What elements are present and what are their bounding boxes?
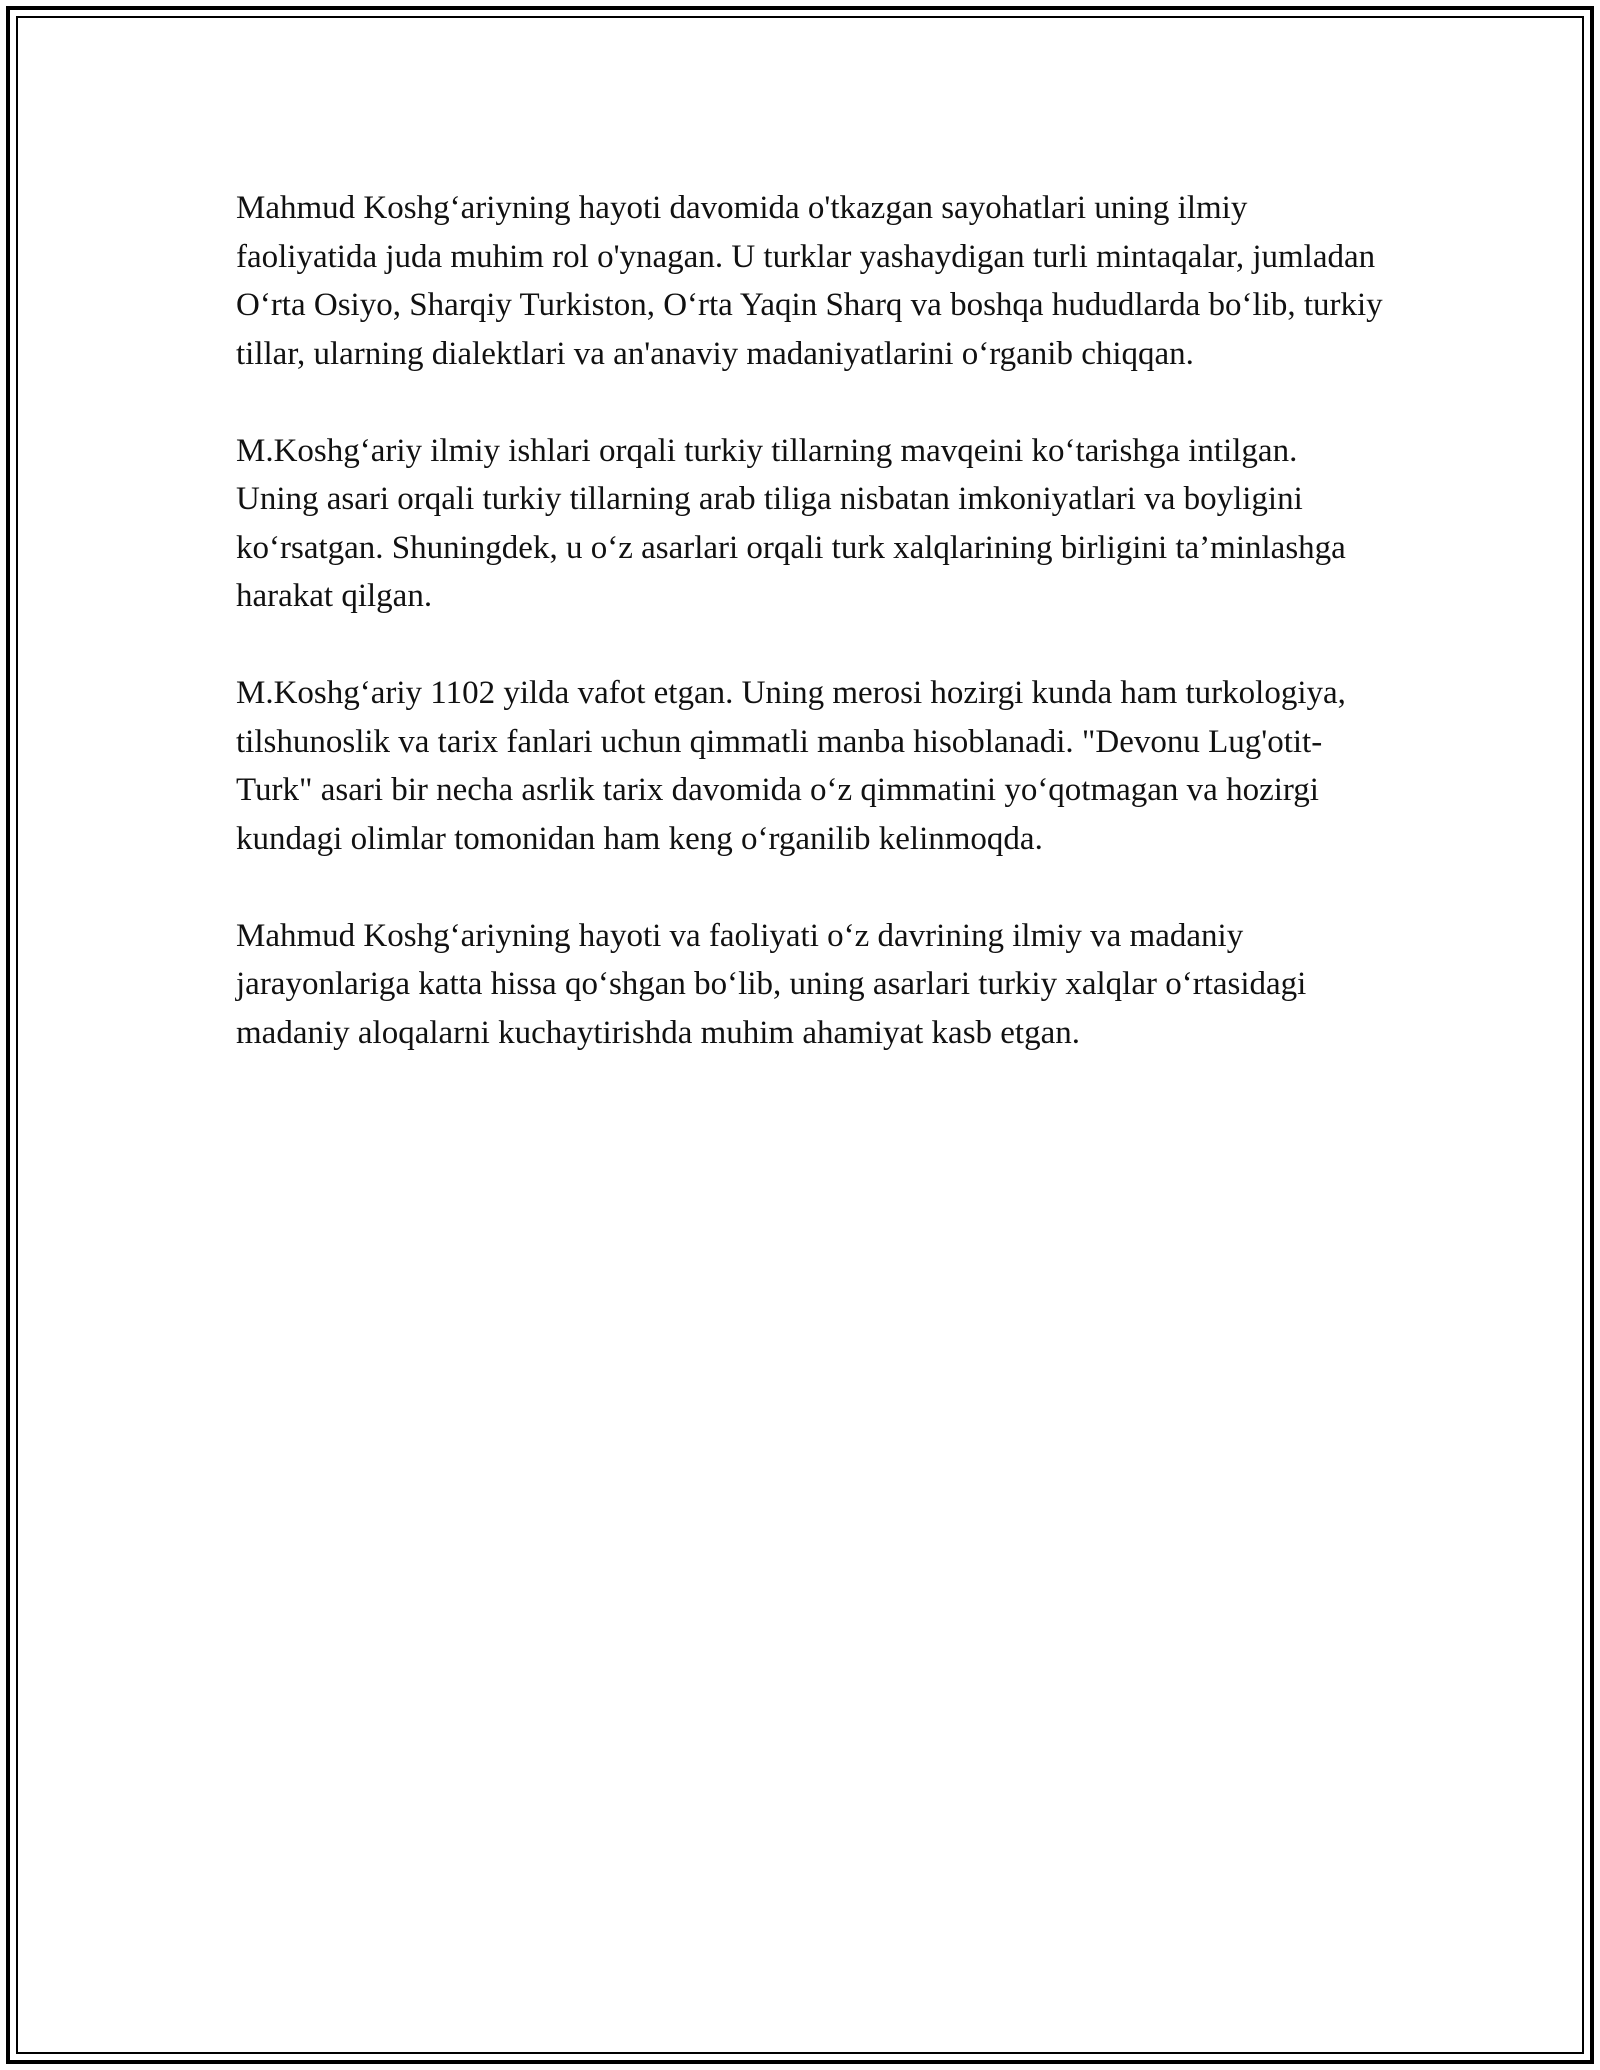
paragraph-legacy: M.Koshg‘ariy 1102 yilda vafot etgan. Uning merosi hozirgi kunda ham turkologiya, tilshunoslik va tarix fanlari uchun qimmatli manba hisoblanadi. "Devonu Lug'otit-Turk" asari bir necha asrlik tarix davomida o‘z qimmatini yo‘qotmagan va hozirgi kundagi olimlar tomonidan ham keng o‘rganilib kelinmoqda. <box>236 675 1346 857</box>
paragraph-travels: Mahmud Koshg‘ariyning hayoti davomida o'tkazgan sayohatlari uning ilmiy faoliyatida juda muhim rol o'ynagan. U turklar yashaydigan turli mintaqalar, jumladan O‘rta Osiyo, Sharqiy Turkiston, O‘rta Yaqin Sharq va boshqa hududlarda bo‘lib, turkiy tillar, ularning dialektlari va an'anaviy madaniyatlarini o‘rganib chiqqan. <box>236 190 1383 372</box>
document-body <box>236 184 1386 1106</box>
paragraph-scientific-work: M.Koshg‘ariy ilmiy ishlari orqali turkiy tillarning mavqeini ko‘tarishga intilgan. Uning asari orqali turkiy tillarning arab tiliga nisbatan imkoniyatlari va boyligini ko‘rsatgan. Shuningdek, u o‘z asarlari orqali turk xalqlarining birligini ta’minlashga harakat qilgan. <box>236 432 1346 614</box>
paragraph-contribution: Mahmud Koshg‘ariyning hayoti va faoliyati o‘z davrining ilmiy va madaniy jarayonlariga katta hissa qo‘shgan bo‘lib, uning asarlari turkiy xalqlar o‘rtasidagi madaniy aloqalarni kuchaytirishda muhim ahamiyat kasb etgan. <box>236 917 1307 1051</box>
